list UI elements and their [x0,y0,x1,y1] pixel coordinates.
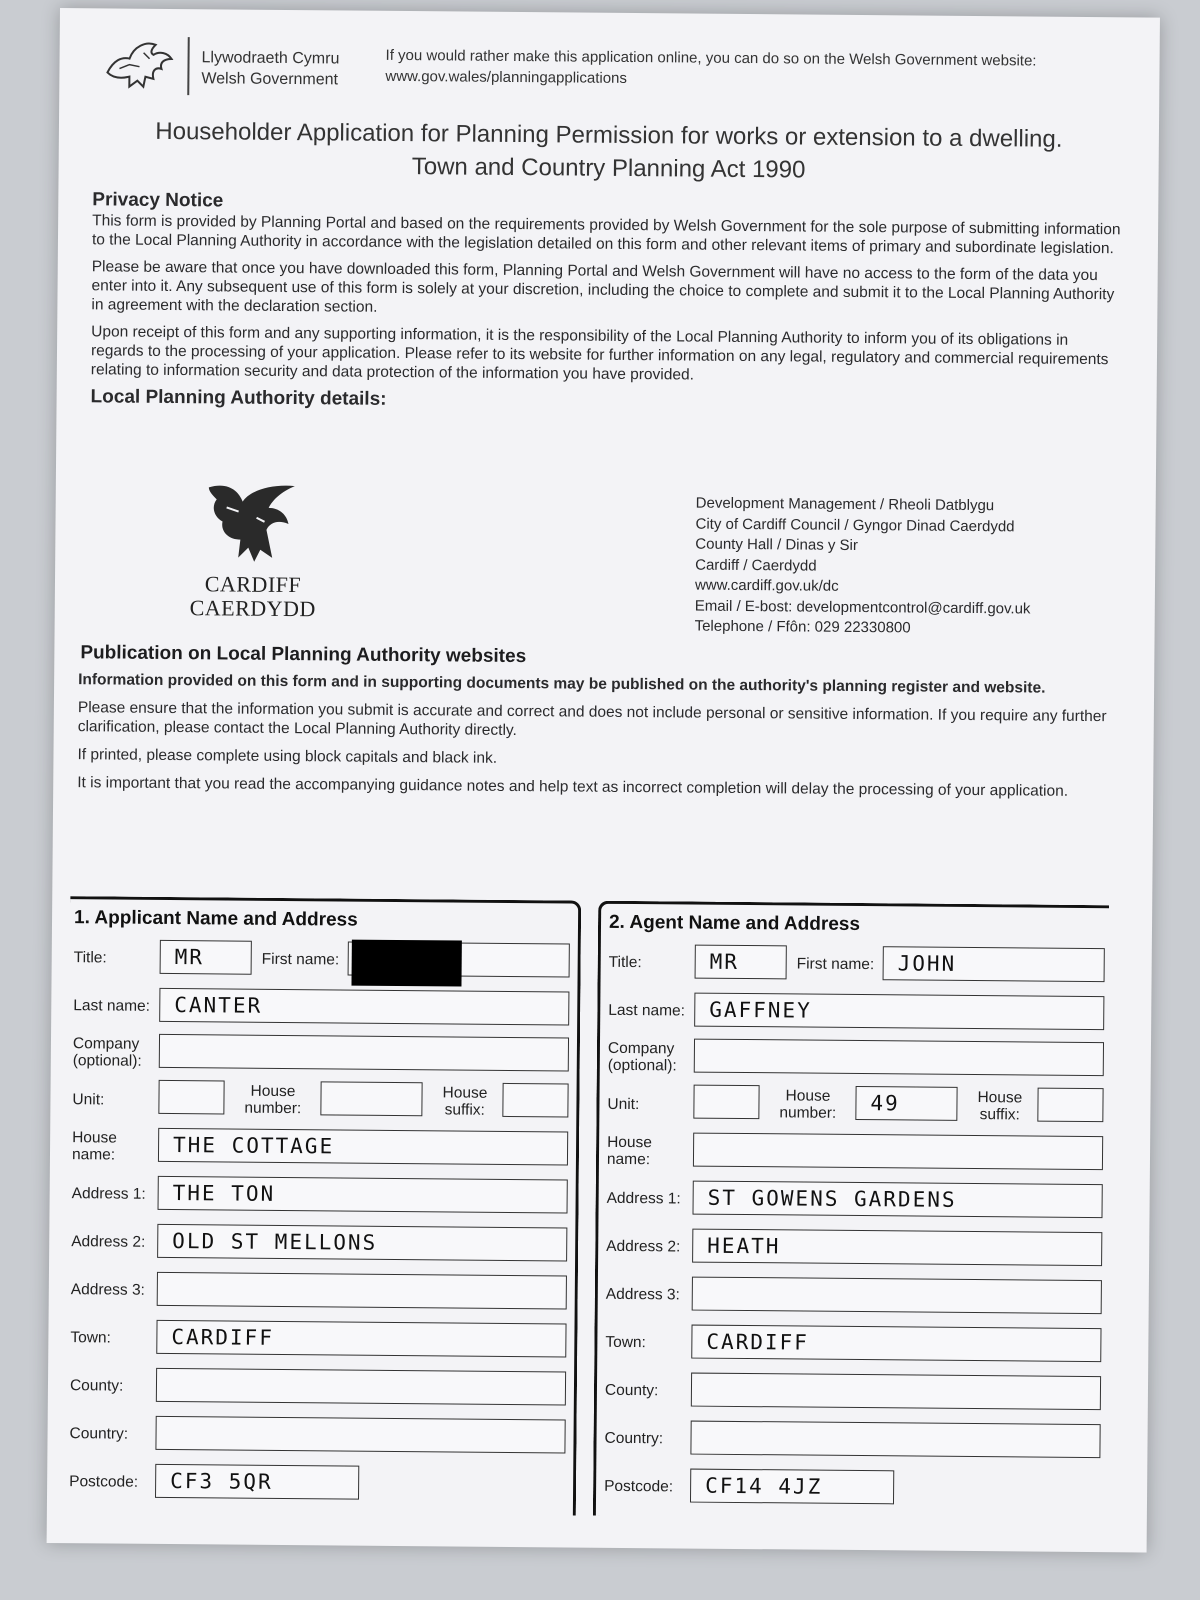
address3-label: Address 3: [605,1285,680,1304]
form-title-line1: Householder Application for Planning Permission for works or extension to a dwelling. [155,117,1063,153]
address2-label: Address 2: [71,1233,146,1251]
agent-last-name-field[interactable]: GAFFNEY [694,993,1104,1031]
publication-heading: Publication on Local Planning Authority websites [80,642,527,668]
company-label [73,1035,142,1070]
applicant-town-field[interactable]: CARDIFF [156,1320,566,1358]
welsh-dragon-logo-icon [99,32,180,93]
lpa-email: Email / E-bost: developmentcontrol@cardiff.gov.uk [694,597,1031,617]
applicant-panel [65,896,581,1515]
company-label [608,1040,677,1075]
privacy-notice [91,190,1123,415]
applicant-last-name-field[interactable]: CANTER [159,988,569,1026]
house-number-label [779,1087,836,1121]
publication-para-1: Please ensure that the information you submit is accurate and correct and does not include personal or sensitive information. If you require any further clarification, please contact the Local Planning Authority directly. [77,699,1107,740]
publication-para-3: It is important that you read the accompanying guidance notes and help text as incorrect completion will delay the processing of your application. [77,774,1069,800]
house-number-label [244,1083,301,1117]
agent-address3-field[interactable] [692,1277,1102,1315]
house-name-label-line2: name: [606,1150,651,1169]
title-label: Title: [608,953,642,972]
last-name-label: Last name: [608,1001,686,1020]
county-label: County: [69,1377,124,1395]
country-label: Country: [604,1429,664,1448]
house-suffix-label-line2: suffix: [979,1106,1020,1124]
cardiff-logo [173,477,334,628]
agent-house-name-field[interactable] [693,1133,1103,1171]
house-suffix-label-line1: House [442,1084,488,1102]
lpa-detail-line: City of Cardiff Council / Gyngor Dinad Caerdydd [695,515,1015,535]
agent-town-field[interactable]: CARDIFF [691,1325,1101,1363]
cardiff-wordmark: CARDIFF [204,571,302,598]
lpa-heading: Local Planning Authority details: [90,386,387,410]
publication-bold-text: Information provided on this form and in supporting documents may be published on the authority's planning register and website. [78,671,1046,697]
caerdydd-wordmark: CAERDYDD [189,595,316,622]
applicant-house-suffix-field[interactable] [502,1083,568,1118]
applicant-heading: 1. Applicant Name and Address [73,907,358,931]
company-label-line1: Company [607,1039,675,1058]
applicant-address1-field[interactable]: THE TON [158,1176,568,1214]
house-name-label-line1: House [72,1129,118,1147]
house-name-label-line2: name: [71,1146,116,1164]
publication-para-2: If printed, please complete using block capitals and black ink. [77,746,498,767]
applicant-address3-field[interactable] [157,1272,567,1310]
agent-heading: 2. Agent Name and Address [608,911,861,936]
country-label: Country: [69,1425,129,1443]
county-label: County: [604,1381,659,1400]
online-note-text: If you would rather make this application online, you can do so on the Welsh Government website: [385,46,1037,70]
english-name: Welsh Government [201,70,339,89]
house-number-label-line2: number: [779,1104,837,1122]
applicant-title-field[interactable]: MR [160,940,252,975]
town-label: Town: [605,1333,646,1352]
name-address-form [65,896,1118,1525]
house-suffix-label [977,1089,1022,1123]
agent-country-field[interactable] [690,1421,1100,1459]
applicant-county-field[interactable] [156,1368,566,1406]
house-name-label [607,1134,652,1168]
unit-label: Unit: [72,1091,105,1109]
title-label: Title: [73,949,107,967]
form-page [47,8,1160,1553]
agent-title-field[interactable]: MR [695,945,787,980]
lpa-detail-line: Cardiff / Caerdydd [695,556,817,575]
agent-address2-field[interactable]: HEATH [692,1229,1102,1267]
cardiff-dragon-icon [198,477,309,568]
first-name-label: First name: [796,955,875,974]
postcode-label: Postcode: [69,1473,139,1491]
house-suffix-label-line2: suffix: [444,1101,485,1119]
lpa-telephone: Telephone / Ffôn: 029 22330800 [694,617,911,637]
first-name-label: First name: [261,950,340,969]
lpa-website: www.cardiff.gov.uk/dc [694,576,839,595]
town-label: Town: [70,1329,111,1347]
unit-label: Unit: [607,1095,640,1114]
last-name-label: Last name: [73,997,151,1015]
applicant-unit-field[interactable] [158,1080,224,1115]
welsh-name: Llywodraeth Cymru [201,49,340,68]
online-note-url: www.gov.wales/planningapplications [385,67,628,87]
online-note [385,45,1036,93]
wg-wordmark [201,47,339,90]
agent-address1-field[interactable]: ST GOWENS GARDENS [692,1181,1102,1219]
agent-panel [593,901,1109,1520]
applicant-address2-field[interactable]: OLD ST MELLONS [157,1224,567,1262]
applicant-postcode-field[interactable]: CF3 5QR [155,1464,359,1500]
address2-label: Address 2: [606,1237,681,1256]
header [99,32,1120,111]
agent-county-field[interactable] [691,1373,1101,1411]
privacy-para-3: Upon receipt of this form and any supporting information, it is the responsibility of the Local Planning Authority to inform you of its obligations in regards to the processing of your application. Please refer to its website for further information on any legal, regulatory and commercial requirements relating to information security and data protection of the information you have provided. [90,323,1109,384]
agent-company-field[interactable] [694,1039,1104,1077]
applicant-house-number-field[interactable] [320,1081,422,1116]
house-number-label-line1: House [785,1087,831,1105]
publication-notice [77,670,1118,810]
privacy-heading: Privacy Notice [92,189,224,212]
postcode-label: Postcode: [604,1477,674,1496]
agent-unit-field[interactable] [693,1085,759,1120]
lpa-contact-details [695,494,1032,640]
house-number-label-line1: House [250,1082,296,1101]
address1-label: Address 1: [71,1185,146,1203]
applicant-country-field[interactable] [155,1416,565,1454]
lpa-detail-line: Development Management / Rheoli Datblygu [695,494,995,515]
company-label-line1: Company [72,1035,140,1053]
agent-postcode-field[interactable]: CF14 4JZ [690,1469,894,1505]
redaction-bar [351,940,461,987]
company-label-line2: (optional): [72,1052,142,1070]
privacy-para-1: This form is provided by Planning Portal and based on the requirements provided by Welsh Government for the sole purpose of submitting information to the Local Planning Authority in accordance with the legislation detailed on this form and other relevant items of primary and subordinate legislation. [91,212,1121,258]
company-label-line2: (optional): [607,1056,677,1075]
logo-divider [187,37,190,95]
agent-house-number-field[interactable]: 49 [855,1086,957,1121]
address3-label: Address 3: [70,1281,145,1299]
form-title-line2: Town and Country Planning Act 1990 [411,153,806,184]
house-name-label-line1: House [607,1133,653,1152]
lpa-detail-line: County Hall / Dinas y Sir [695,535,858,554]
applicant-company-field[interactable] [159,1034,569,1072]
privacy-para-2: Please be aware that once you have downloaded this form, Planning Portal and Welsh Government will have no access to the form of the data you enter into it. Any subsequent use of this form is solely at your discretion, including the choice to complete and submit it to the Local Planning Authority in agreement with the declaration section. [91,258,1115,316]
agent-house-suffix-field[interactable] [1037,1088,1103,1123]
house-number-label-line2: number: [244,1099,302,1118]
house-name-label [72,1129,117,1163]
applicant-house-name-field[interactable]: THE COTTAGE [158,1128,568,1166]
form-title [58,114,1159,190]
house-suffix-label-line1: House [977,1089,1023,1107]
house-suffix-label [442,1084,487,1118]
address1-label: Address 1: [606,1189,681,1208]
agent-first-name-field[interactable]: JOHN [883,946,1105,982]
